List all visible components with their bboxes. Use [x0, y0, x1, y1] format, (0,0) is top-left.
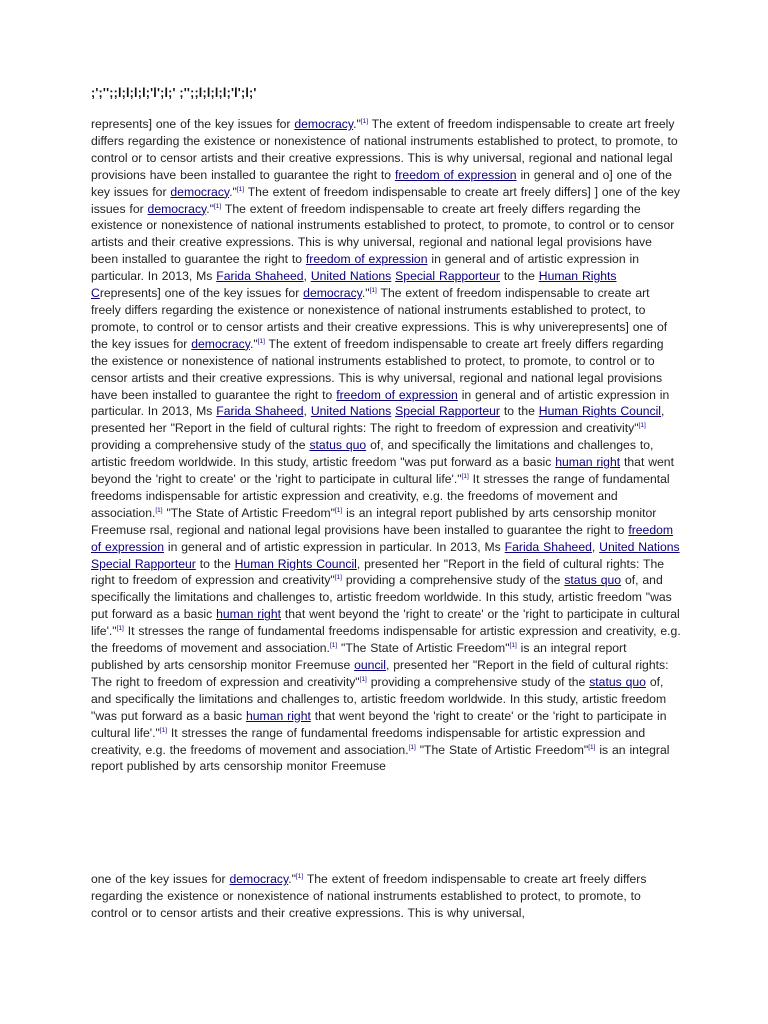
- footnote-reference-link[interactable]: [1]: [257, 337, 265, 345]
- article-link[interactable]: democracy: [147, 201, 207, 216]
- article-link[interactable]: freedom of expression: [305, 252, 428, 267]
- paragraph-text: represents] one of the key issues for: [99, 286, 304, 301]
- paragraph-text: "The State of Artistic Freedom": [337, 641, 510, 656]
- footnote-reference-link[interactable]: [1]: [116, 625, 124, 633]
- article-link[interactable]: human right: [246, 708, 311, 723]
- article-link[interactable]: democracy: [170, 184, 230, 199]
- article-link[interactable]: Human Rights Council: [234, 556, 357, 571]
- paragraph-text: .": [206, 201, 214, 216]
- article-link[interactable]: Special Rapporteur: [395, 269, 500, 284]
- article-link[interactable]: United Nations: [310, 269, 392, 284]
- page-heading: ;';'';;l;l;l;l;'l';l;' ;'';;l;l;l;l;'l';l;': [91, 86, 257, 100]
- article-link[interactable]: Farida Shaheed: [216, 404, 304, 419]
- article-link[interactable]: status quo: [589, 674, 646, 689]
- paragraph-text: in general and of artistic expression in particular. In 2013, Ms: [91, 387, 670, 419]
- article-link[interactable]: status quo: [564, 573, 622, 588]
- footnote-reference-link[interactable]: [1]: [360, 117, 369, 125]
- article-link[interactable]: United Nations: [310, 404, 392, 419]
- footnote-reference-link[interactable]: [1]: [359, 675, 367, 683]
- paragraph-text: .": [353, 117, 361, 131]
- footnote-reference-link[interactable]: [1]: [334, 506, 343, 514]
- footnote-reference-link[interactable]: [1]: [588, 743, 596, 751]
- footnote-reference-link[interactable]: [1]: [213, 202, 222, 210]
- footnote-reference-link[interactable]: [1]: [408, 743, 416, 751]
- paragraph-text: is an integral report published by arts censorship monitor Freemuse rsal, regional and national legal provisions have been installed to guarantee the right to: [91, 505, 657, 537]
- paragraph-text: providing a comprehensive study of the: [91, 438, 310, 453]
- paragraph-text: of, and specifically the limitations and challenges to, artistic freedom worldwide. In this study, artistic freedom "was put forward as a basic: [91, 438, 654, 470]
- paragraph-text: .": [288, 872, 296, 886]
- article-link[interactable]: democracy: [303, 286, 362, 301]
- article-link[interactable]: democracy: [229, 872, 289, 886]
- article-link[interactable]: human right: [216, 607, 281, 622]
- paragraph-text: that went beyond the 'right to create' or the 'right to participate in cultural life'.": [91, 455, 674, 487]
- paragraph-text: is an integral report published by arts censorship monitor Freemuse: [91, 742, 670, 774]
- paragraph-text: in general and of artistic expression in particular. In 2013, Ms: [164, 539, 505, 554]
- article-link[interactable]: human right: [555, 455, 621, 470]
- paragraph-text: "The State of Artistic Freedom": [162, 505, 335, 520]
- footnote-reference-link[interactable]: [1]: [155, 506, 163, 514]
- paragraph-text: to the: [500, 269, 539, 284]
- paragraph-text: The extent of freedom indispensable to create art freely differs] ] one of the key issues for: [91, 184, 680, 216]
- article-link[interactable]: freedom of expression: [91, 522, 674, 554]
- footnote-reference-link[interactable]: [1]: [329, 642, 338, 650]
- paragraph-text: to the: [500, 404, 539, 419]
- article-link[interactable]: democracy: [191, 336, 250, 351]
- footnote-reference-link[interactable]: [1]: [461, 472, 469, 480]
- paragraph-text: that went beyond the 'right to create' or the 'right to participate in cultural life'.": [91, 607, 680, 639]
- paragraph-text: ,: [303, 269, 311, 284]
- paragraph-text: The extent of freedom indispensable to create art freely differs regarding the existence or nonexistence of national instruments established to protect, to promote, to control or to censor artists and their creative expressions. This is why universal, regional and national legal provisions have been installed to guarantee the right to: [91, 336, 664, 402]
- article-link[interactable]: freedom of expression: [336, 387, 458, 402]
- article-link[interactable]: Human Rights C: [91, 269, 617, 301]
- article-link[interactable]: Farida Shaheed: [504, 539, 592, 554]
- paragraph-text: that went beyond the 'right to create' or the 'right to participate in cultural life'.": [91, 708, 667, 740]
- paragraph-text: It stresses the range of fundamental freedoms indispensable for artistic expression and creativity, e.g. the freedoms of movement and association.: [91, 624, 681, 656]
- paragraph-text: The extent of freedom indispensable to create art freely differs regarding the existence or nonexistence of national instruments established to protect, to promote, to control or to censor artists and their creative expressions. This is why universal, regional and national legal provisions have been installed to guarantee the right to: [91, 117, 678, 182]
- paragraph-text: to the: [195, 556, 235, 571]
- paragraph-text: one of the key issues for: [91, 872, 230, 886]
- paragraph-text: The extent of freedom indispensable to create art freely differs regarding the existence or nonexistence of national instruments established to protect, to promote, to control or to censor artists and their creative expressions. This is why univerepresents] one of the key issues for: [91, 286, 668, 351]
- article-link[interactable]: ouncil: [354, 658, 386, 672]
- paragraph-text: It stresses the range of fundamental freedoms indispensable for artistic expression and creativity, e.g. the freedoms of movement and association.: [91, 472, 670, 520]
- paragraph-text: providing a comprehensive study of the: [366, 674, 590, 689]
- paragraph-text: ,: [591, 539, 600, 554]
- paragraph-text: of, and specifically the limitations and challenges to, artistic freedom worldwide. In this study, artistic freedom "was put forward as a basic: [91, 674, 667, 723]
- paragraph-text: , presented her "Report in the field of cultural rights: The right to freedom of expression and creativity": [91, 404, 665, 436]
- footnote-reference-link[interactable]: [1]: [334, 574, 342, 582]
- paragraph-text: is an integral report published by arts censorship monitor Freemuse: [91, 641, 627, 672]
- article-link[interactable]: status quo: [309, 438, 367, 453]
- paragraph-text: in general and o] one of the key issues for: [91, 167, 672, 199]
- article-link[interactable]: Human Rights Council: [538, 404, 662, 419]
- footnote-reference-link[interactable]: [1]: [236, 185, 245, 193]
- footnote-reference-link[interactable]: [1]: [159, 726, 168, 734]
- paragraph-text: .": [249, 336, 258, 351]
- footnote-reference-link[interactable]: [1]: [638, 422, 646, 430]
- paragraph-text: , presented her "Report in the field of cultural rights: The right to freedom of expression and creativity": [91, 556, 665, 588]
- paragraph-text: providing a comprehensive study of the: [341, 573, 565, 588]
- article-link[interactable]: United Nations: [599, 539, 680, 554]
- paragraph-text: represents] one of the key issues for: [91, 117, 295, 131]
- article-link[interactable]: Farida Shaheed: [216, 269, 304, 284]
- footnote-reference-link[interactable]: [1]: [295, 872, 304, 880]
- paragraph-text: of, and specifically the limitations and challenges to, artistic freedom worldwide. In this study, artistic freedom "was put forward as a basic: [91, 573, 672, 622]
- body-paragraph: [91, 871, 681, 922]
- paragraph-text: .": [229, 184, 237, 199]
- footnote-reference-link[interactable]: [1]: [509, 642, 517, 650]
- paragraph-text: .": [361, 286, 370, 301]
- footnote-reference-link[interactable]: [1]: [369, 287, 377, 294]
- paragraph-text: in general and of artistic expression in particular. In 2013, Ms: [91, 252, 639, 284]
- article-link[interactable]: Special Rapporteur: [395, 404, 500, 419]
- paragraph-text: "The State of Artistic Freedom": [415, 742, 589, 757]
- body-paragraph: [91, 116, 681, 775]
- paragraph-text: The extent of freedom indispensable to create art freely differs regarding the existence or nonexistence of national instruments established to protect, to promote, to control or to censor artists and their creative expressions. This is why universal,: [91, 872, 647, 920]
- paragraph-text: The extent of freedom indispensable to create art freely differs regarding the existence or nonexistence of national instruments established to protect, to promote, to control or to censor artists and their creative expressions. This is why universal, regional and national legal provisions have been installed to guarantee the right to: [91, 201, 675, 267]
- article-link[interactable]: democracy: [294, 117, 354, 131]
- paragraph-text: It stresses the range of fundamental freedoms indispensable for artistic expression and creativity, e.g. the freedoms of movement and association.: [91, 725, 646, 757]
- paragraph-text: , presented her "Report in the field of cultural rights: The right to freedom of expression and creativity": [91, 658, 669, 689]
- article-link[interactable]: freedom of expression: [394, 167, 517, 182]
- article-link[interactable]: Special Rapporteur: [91, 556, 196, 571]
- paragraph-text: ,: [303, 404, 311, 419]
